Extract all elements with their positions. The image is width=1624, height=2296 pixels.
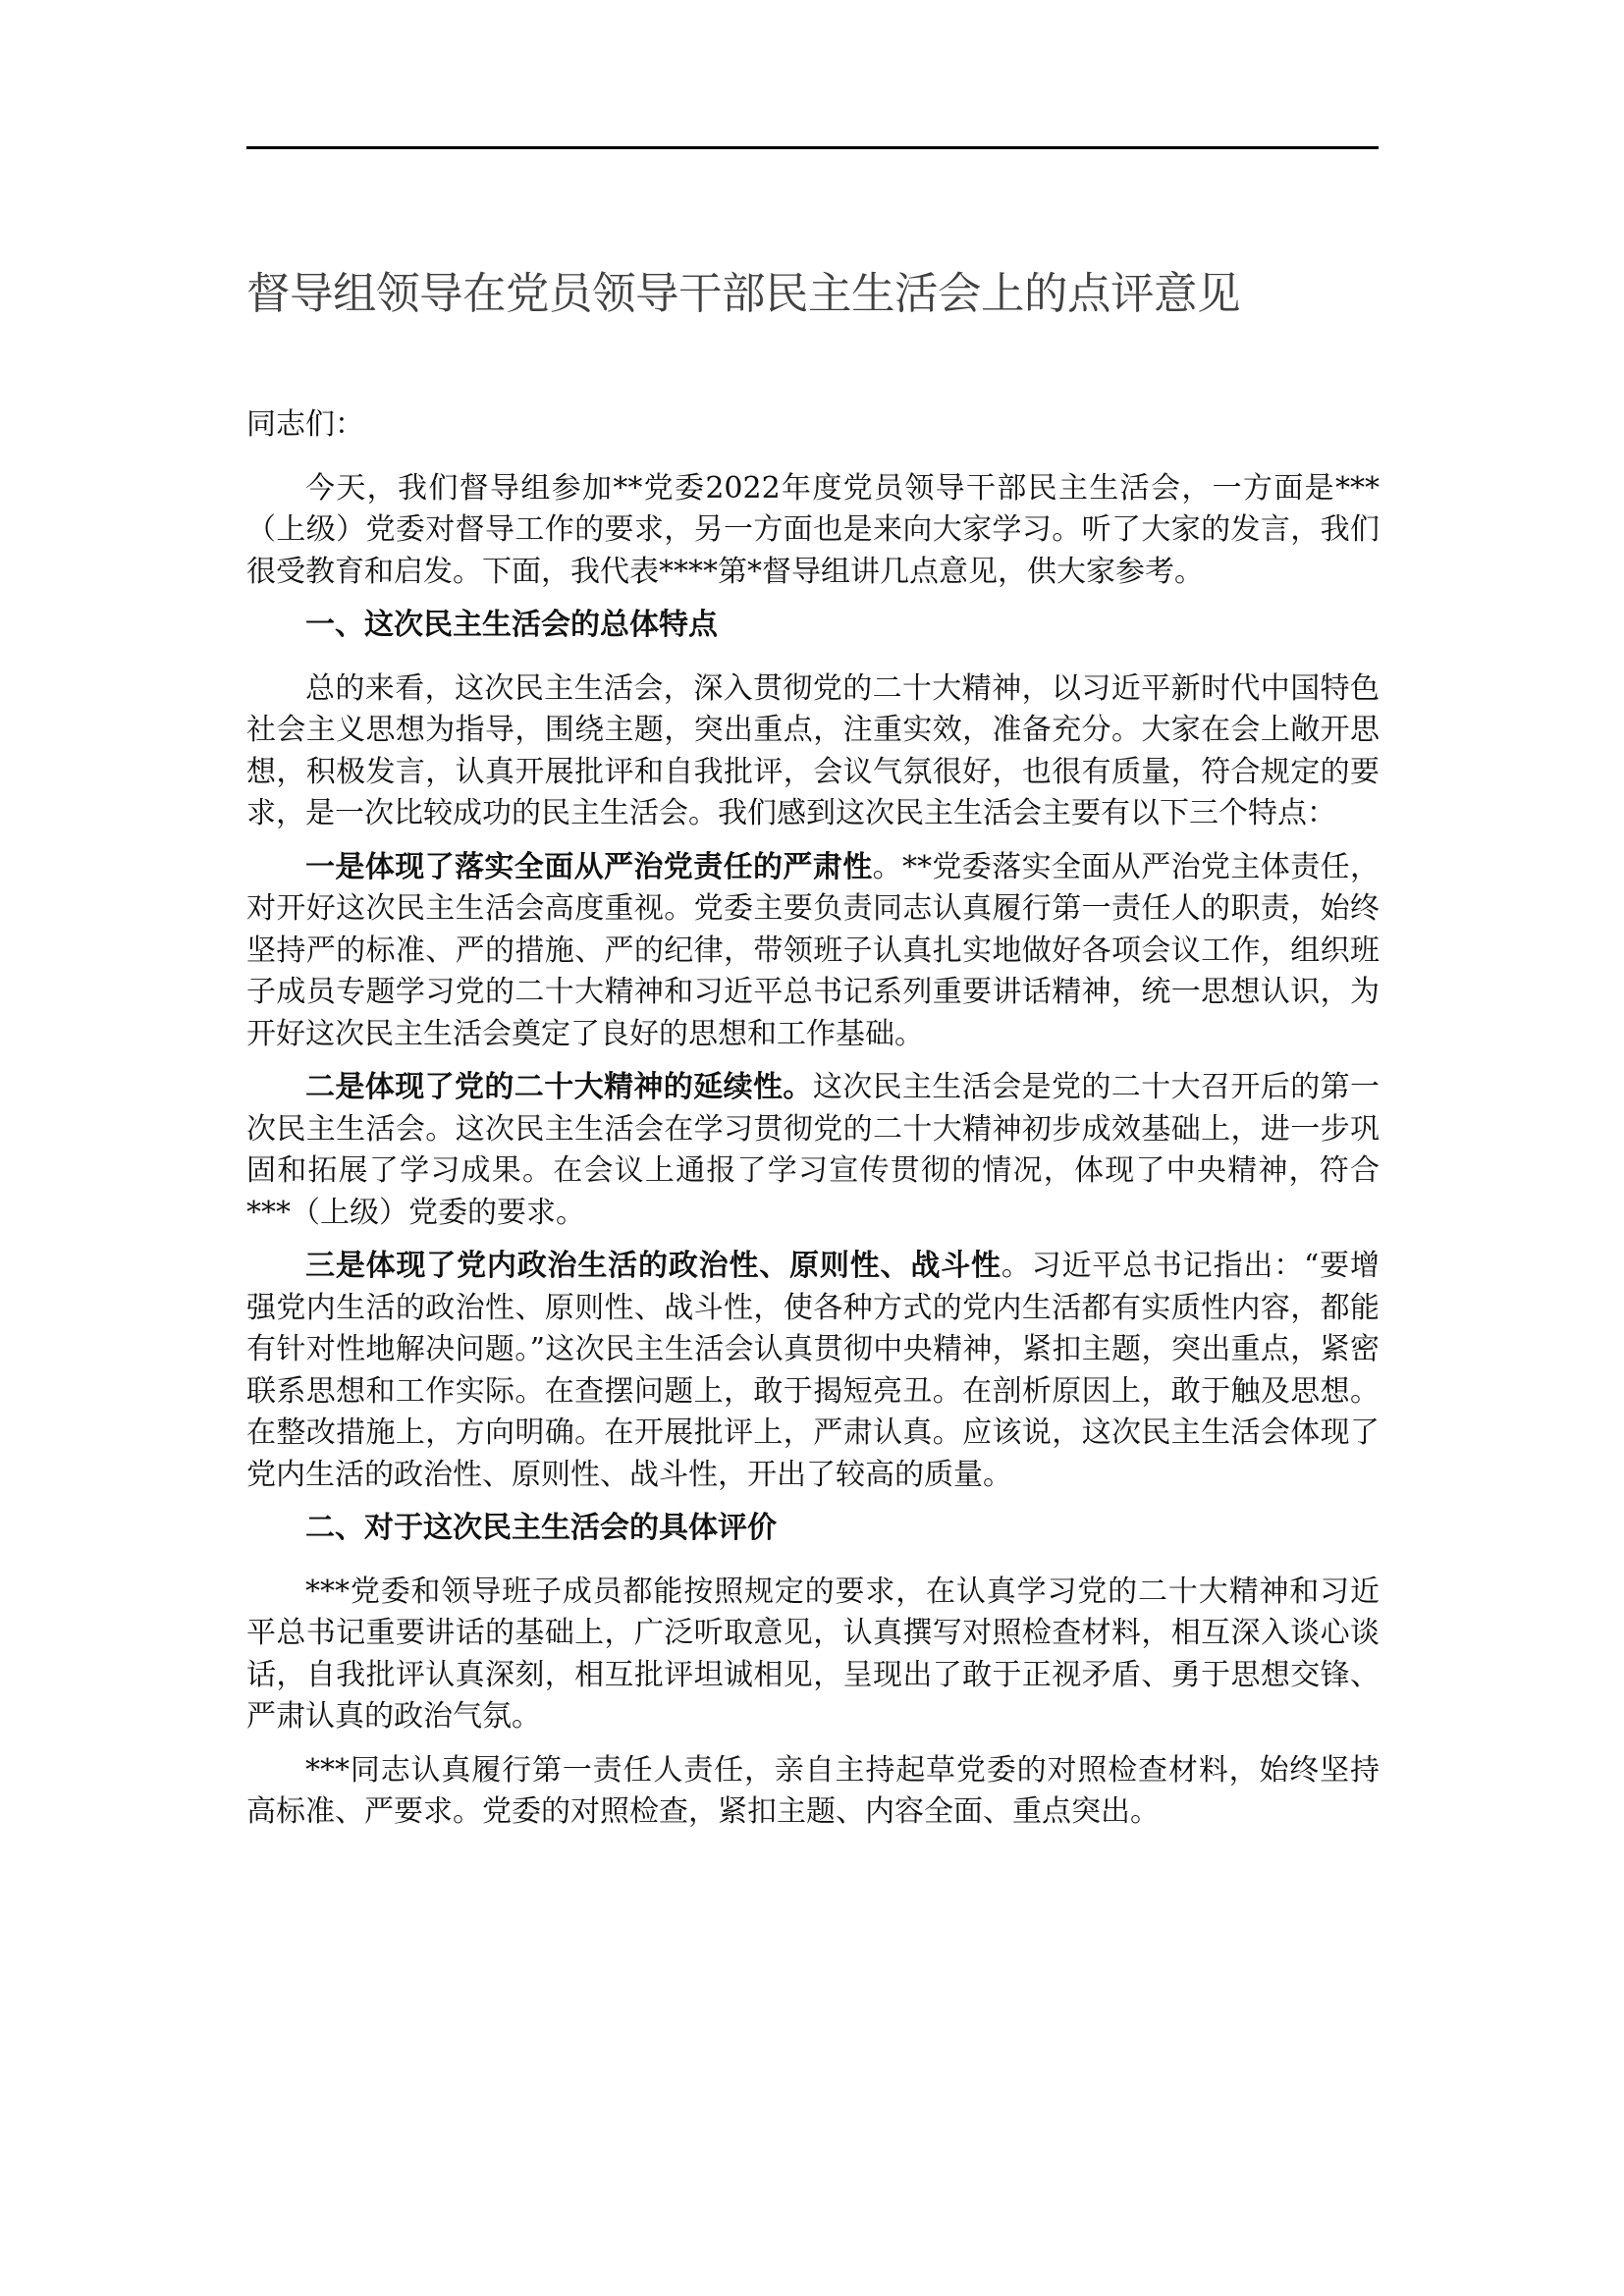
document-title: 督导组领导在党员领导干部民主生活会上的点评意见 [246,269,1241,319]
paragraph-lead: 二是体现了党的二十大精神的延续性。 [305,1070,813,1104]
intro-paragraph: 今天，我们督导组参加**党委2022年度党员领导干部民主生活会，一方面是***（上级）党委对督导工作的要求，另一方面也是来向大家学习。听了大家的发言，我们很受教育和启发。下面，我代表****第*督导组讲几点意见，供大家参考。 [246,470,1380,589]
paragraph-text: 。习近平总书记指出：“要增强党内生活的政治性、原则性、战斗性，使各种方式的党内生活都有实质性内容，都能有针对性地解决问题。”这次民主生活会认真贯彻中央精神，紧扣主题，突出重点，紧密联系思想和工作实际。在查摆问题上，敢于揭短亮丑。在剖析原因上，敢于触及思想。在整改措施上，方向明确。在开展批评上，严肃认真。应该说，这次民主生活会体现了党内生活的政治性、原则性、战斗性，开出了较高的质量。 [246,1249,1380,1492]
paragraph-text: ***党委和领导班子成员都能按照规定的要求，在认真学习党的二十大精神和习近平总书记重要讲话的基础上，广泛听取意见，认真撰写对照检查材料，相互深入谈心谈话，自我批评认真深刻，相互批评坦诚相见，呈现出了敢于正视矛盾、勇于思想交锋、严肃认真的政治气氛。 [246,1574,1380,1734]
paragraph-lead: 三是体现了党内政治生活的政治性、原则性、战斗性 [305,1249,1001,1283]
paragraph [246,668,1380,835]
section-heading: 一、这次民主生活会的总体特点 [305,608,718,642]
paragraph [246,1572,1380,1738]
paragraph-text: ***同志认真履行第一责任人责任，亲自主持起草党委的对照检查材料，始终坚持高标准、严要求。党委的对照检查，紧扣主题、内容全面、重点突出。 [246,1752,1380,1829]
paragraph [246,1067,1380,1234]
paragraph-text: 总的来看，这次民主生活会，深入贯彻党的二十大精神，以习近平新时代中国特色社会主义思想为指导，围绕主题，突出重点，注重实效，准备充分。大家在会上敞开思想，积极发言，认真开展批评和自我批评，会议气氛很好，也很有质量，符合规定的要求，是一次比较成功的民主生活会。我们感到这次民主生活会主要有以下三个特点： [246,670,1380,830]
paragraph-text: 这次民主生活会是党的二十大召开后的第一次民主生活会。这次民主生活会在学习贯彻党的二十大精神初步成效基础上，进一步巩固和拓展了学习成果。在会议上通报了学习宣传贯彻的情况，体现了中央精神，符合***（上级）党委的要求。 [246,1070,1380,1230]
section-heading: 二、对于这次民主生活会的具体评价 [305,1511,777,1545]
paragraph-text: 。**党委落实全面从严治党主体责任，对开好这次民主生活会高度重视。党委主要负责同志认真履行第一责任人的职责，始终坚持严的标准、严的措施、严的纪律，带领班子认真扎实地做好各项会议工作，组织班子成员专题学习党的二十大精神和习近平总书记系列重要讲话精神，统一思想认识，为开好这次民主生活会奠定了良好的思想和工作基础。 [246,849,1380,1051]
document-body [246,404,1380,1845]
header-rule [246,146,1379,149]
salutation: 同志们： [246,407,364,442]
paragraph [246,1750,1380,1834]
paragraph [246,847,1380,1056]
paragraph-lead: 一是体现了落实全面从严治党责任的严肃性 [305,849,873,884]
paragraph [246,1246,1380,1496]
